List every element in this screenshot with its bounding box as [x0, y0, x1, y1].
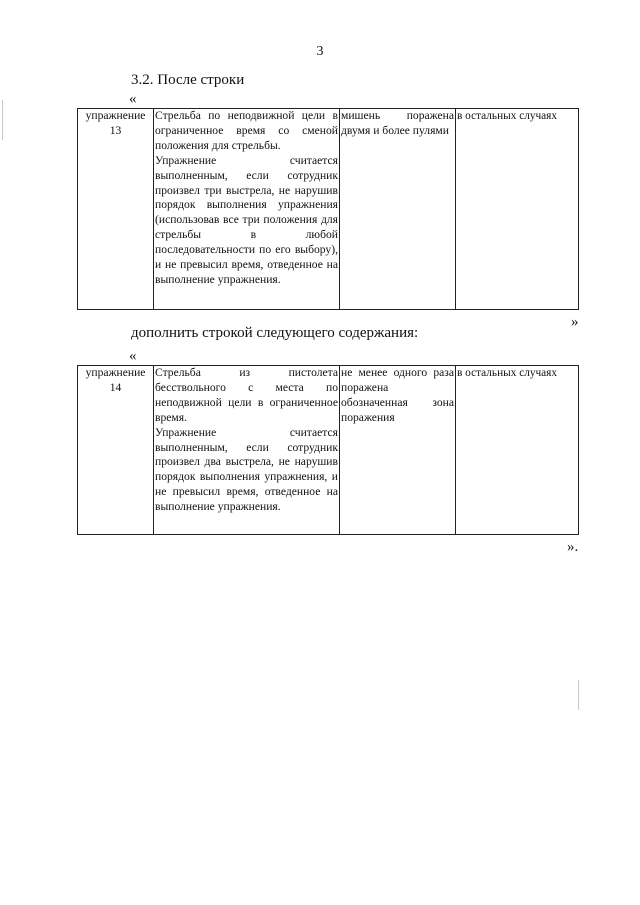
otherwise-cell	[456, 366, 579, 535]
description-cell	[154, 109, 340, 310]
closing-quote-2: ».	[567, 539, 579, 555]
description-condition: Упражнение считается выполненным, если сотрудник произвел три выстрела, не нарушив порядок выполнения упражнения (использовав все три положения для стрельбы в любой последовательности по его выбору), и не превысил время, отведенное на выполнение упражнения.	[155, 153, 338, 286]
table-row	[78, 109, 579, 310]
opening-quote-2: «	[129, 348, 137, 364]
description-cell	[154, 366, 340, 535]
page-number: 3	[316, 44, 324, 59]
otherwise-text: в остальных случаях	[457, 110, 558, 122]
table-row-exercise-14	[77, 365, 579, 535]
instruction-text: дополнить строкой следующего содержания:	[131, 325, 419, 341]
exercise-cell: упражнение 13	[78, 109, 154, 310]
description-text: Стрельба из пистолета бесствольного с места по неподвижной цели в ограниченное время.	[155, 366, 338, 424]
result-cell: не менее одного раза поражена обозначенная зона поражения	[340, 366, 456, 535]
opening-quote-1: «	[129, 91, 137, 107]
result-cell: мишень поражена двумя и более пулями	[340, 109, 456, 310]
otherwise-text: в остальных случаях	[457, 367, 558, 379]
description-condition: Упражнение считается выполненным, если сотрудник произвел два выстрела, не нарушив порядок выполнения упражнения, и не превысил время, отведенное на выполнение упражнения.	[155, 425, 338, 514]
exercise-cell: упражнение 14	[78, 366, 154, 535]
scan-edge-mark-right	[578, 680, 579, 710]
otherwise-cell	[456, 109, 579, 310]
section-heading: 3.2. После строки	[131, 72, 245, 88]
scan-edge-mark-left	[2, 100, 3, 140]
description-text: Стрельба по неподвижной цели в ограниченное время со сменой положения для стрельбы.	[155, 109, 338, 152]
closing-quote-1: »	[571, 314, 579, 330]
table-row	[78, 366, 579, 535]
table-row-exercise-13	[77, 108, 579, 310]
